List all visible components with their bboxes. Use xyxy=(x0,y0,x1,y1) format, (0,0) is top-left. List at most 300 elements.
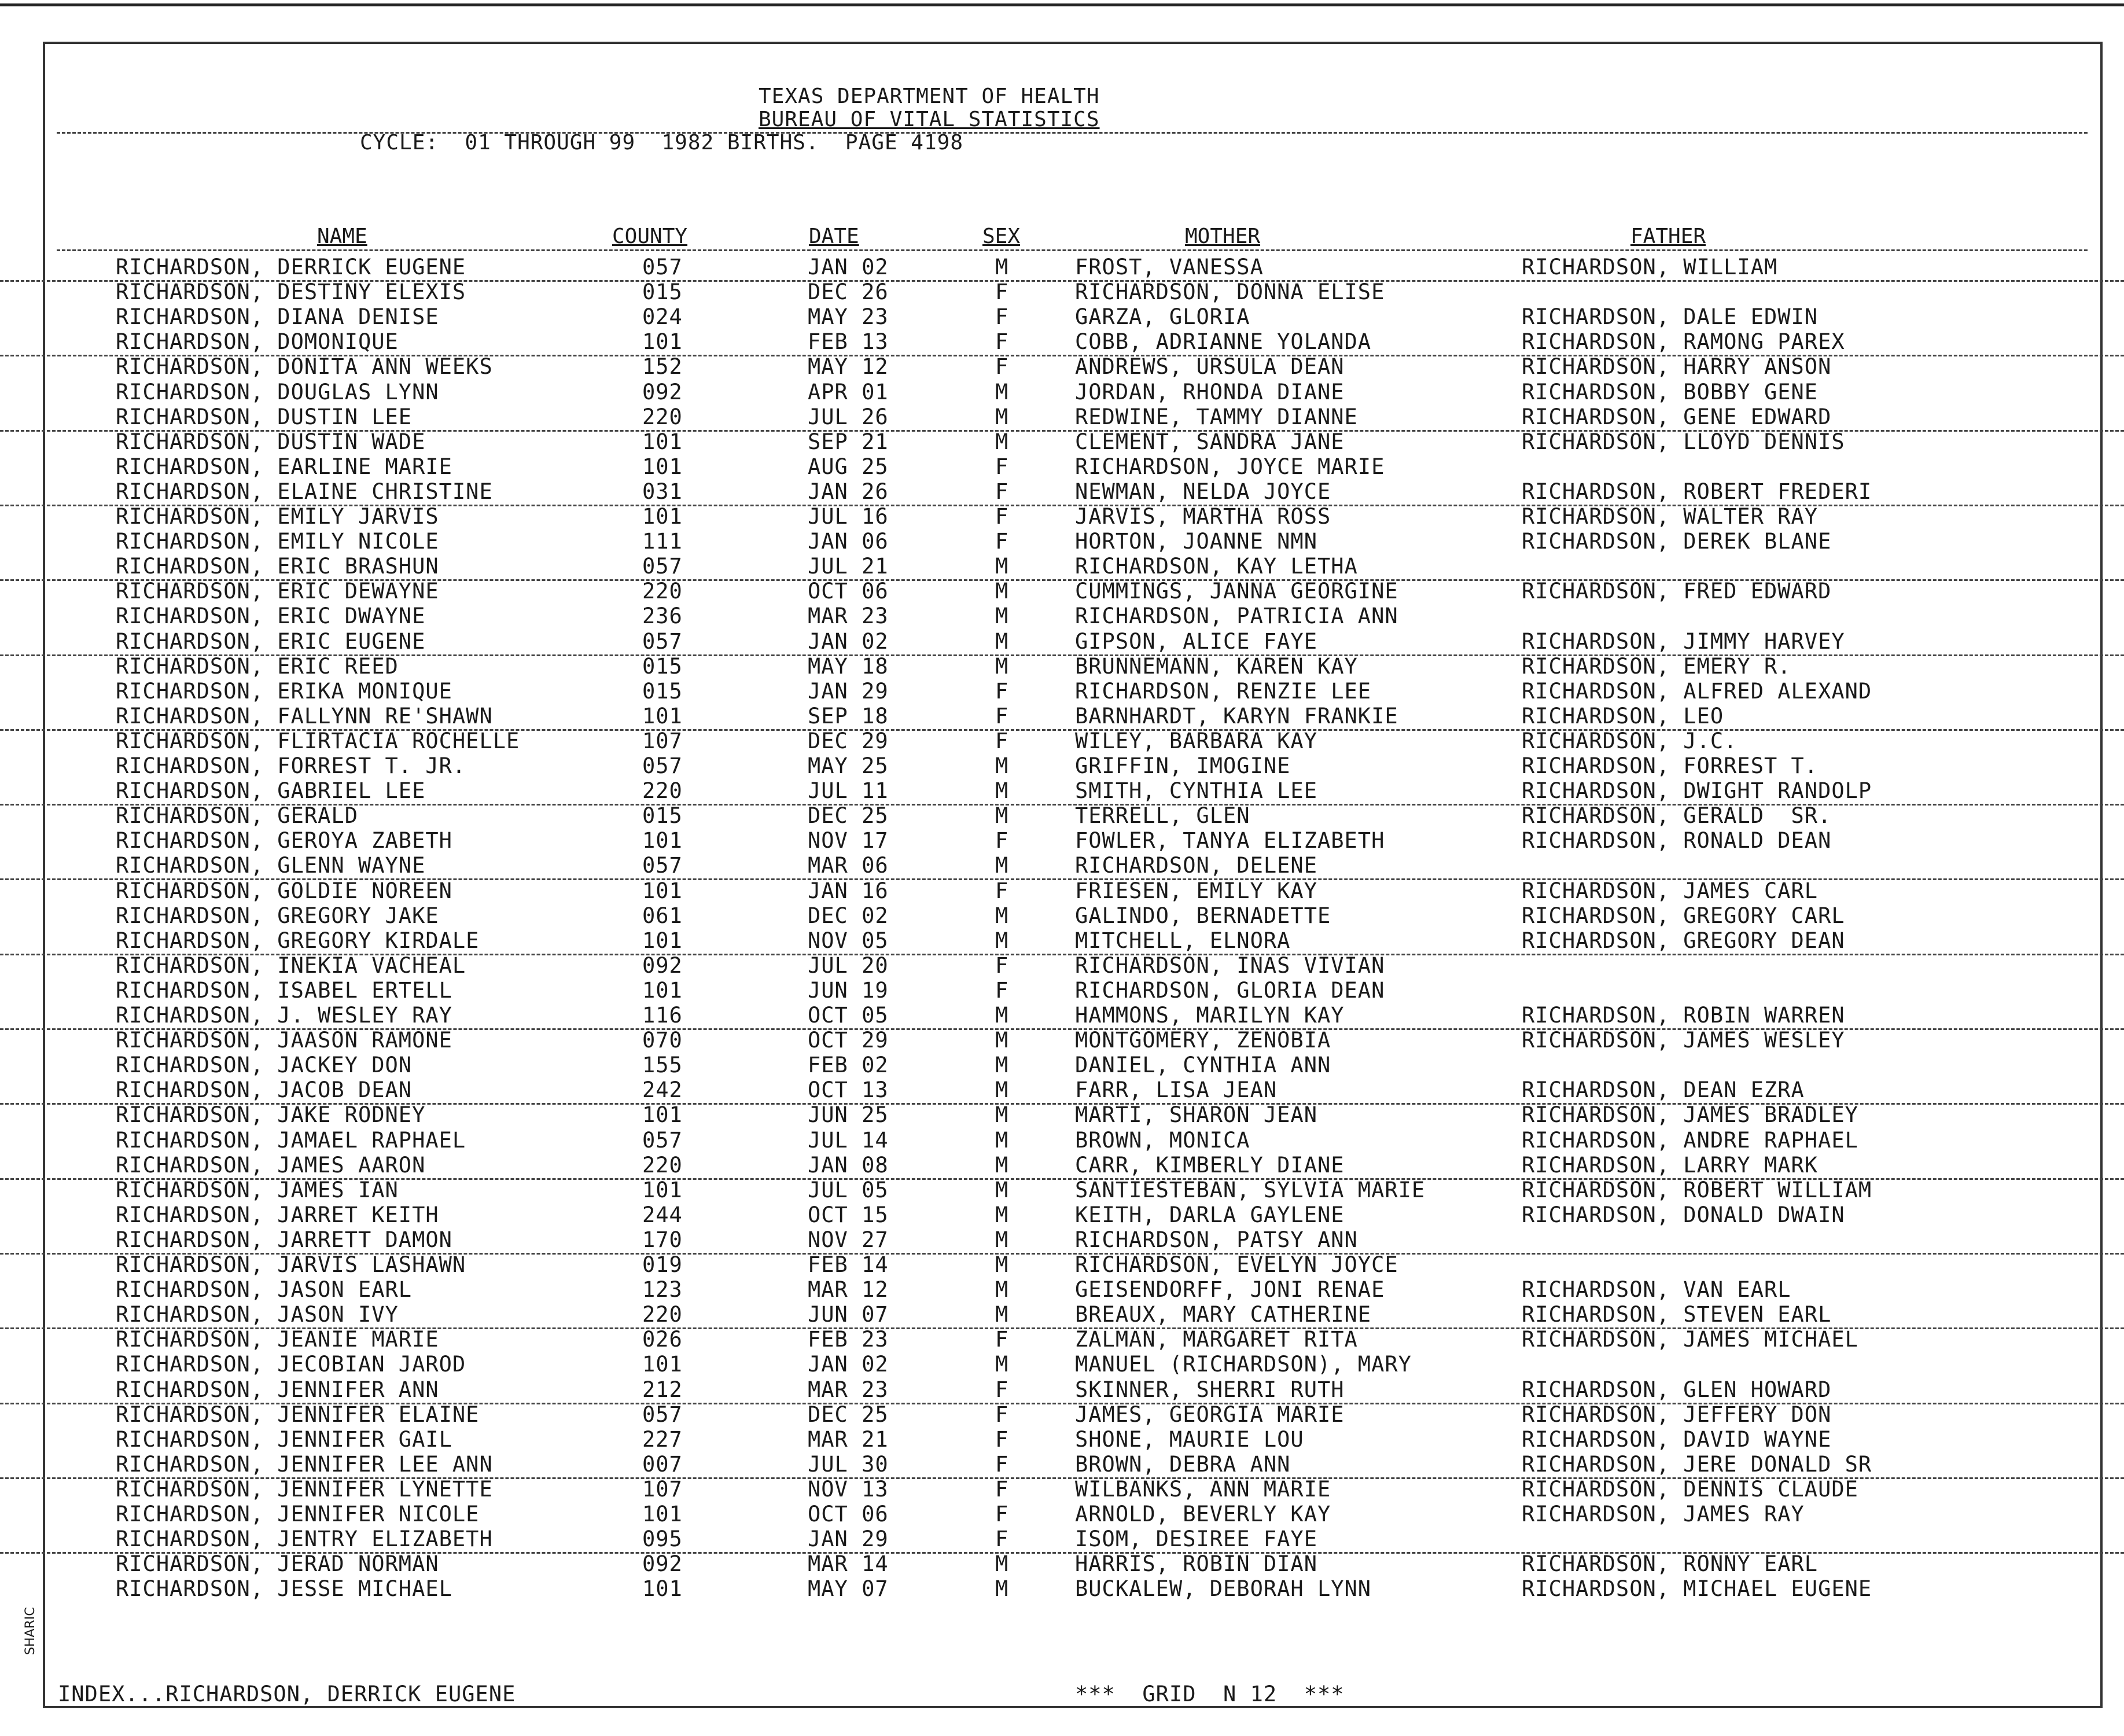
cell-date: MAY 12 xyxy=(808,354,889,380)
cell-name: RICHARDSON, JAMES AARON xyxy=(116,1152,426,1178)
cell-father: RICHARDSON, GREGORY CARL xyxy=(1522,903,1845,928)
cell-date: NOV 13 xyxy=(808,1476,889,1502)
table-row xyxy=(0,853,2124,880)
cell-date: DEC 26 xyxy=(808,279,889,305)
cell-sex: M xyxy=(995,1077,1009,1103)
cell-name: RICHARDSON, JERAD NORMAN xyxy=(116,1551,439,1577)
cell-mother: BUCKALEW, DEBORAH LYNN xyxy=(1075,1576,1372,1602)
cell-mother: SMITH, CYNTHIA LEE xyxy=(1075,778,1317,804)
cell-father: RICHARDSON, RAMONG PAREX xyxy=(1522,329,1845,355)
cell-mother: FROST, VANESSA xyxy=(1075,255,1264,279)
cell-name: RICHARDSON, JARRET KEITH xyxy=(116,1202,439,1227)
cell-sex: M xyxy=(995,903,1009,928)
cell-sex: F xyxy=(995,977,1009,1003)
cell-county: 057 xyxy=(642,1402,683,1427)
cell-county: 101 xyxy=(642,1177,683,1202)
cell-sex: F xyxy=(995,1502,1009,1527)
cell-sex: M xyxy=(995,1551,1009,1577)
cell-date: FEB 23 xyxy=(808,1327,889,1352)
cell-county: 101 xyxy=(642,977,683,1003)
cell-county: 057 xyxy=(642,853,683,878)
cell-name: RICHARDSON, FALLYNN RE'SHAWN xyxy=(116,703,493,729)
cell-father: RICHARDSON, DWIGHT RANDOLP xyxy=(1522,778,1872,804)
header-bureau: BUREAU OF VITAL STATISTICS xyxy=(759,108,1100,131)
table-row xyxy=(0,1153,2124,1180)
cell-sex: M xyxy=(995,604,1009,629)
cell-name: RICHARDSON, DONITA ANN WEEKS xyxy=(116,354,493,380)
cell-sex: F xyxy=(995,1402,1009,1427)
cell-county: 220 xyxy=(642,1302,683,1327)
cell-name: RICHARDSON, ERIC EUGENE xyxy=(116,628,426,654)
cell-date: JAN 26 xyxy=(808,479,889,504)
cell-county: 123 xyxy=(642,1277,683,1303)
cell-date: NOV 27 xyxy=(808,1227,889,1252)
cell-date: SEP 18 xyxy=(808,703,889,729)
cell-sex: M xyxy=(995,1127,1009,1153)
table-row xyxy=(0,429,2124,455)
cell-county: 111 xyxy=(642,529,683,554)
table-row xyxy=(0,304,2124,330)
cell-mother: MITCHELL, ELNORA xyxy=(1075,928,1291,953)
cell-name: RICHARDSON, JENNIFER GAIL xyxy=(116,1426,452,1452)
cell-mother: KEITH, DARLA GAYLENE xyxy=(1075,1202,1345,1227)
cell-sex: M xyxy=(995,1152,1009,1178)
cell-date: JUN 19 xyxy=(808,977,889,1003)
cell-name: RICHARDSON, INEKIA VACHEAL xyxy=(116,952,466,978)
cell-county: 026 xyxy=(642,1327,683,1352)
cell-date: JUL 26 xyxy=(808,404,889,429)
cell-father: RICHARDSON, GLEN HOWARD xyxy=(1522,1377,1832,1402)
cell-county: 101 xyxy=(642,928,683,953)
cell-mother: RICHARDSON, DONNA ELISE xyxy=(1075,279,1385,305)
cell-date: DEC 25 xyxy=(808,1402,889,1427)
column-header-rule xyxy=(57,249,2088,251)
cell-father: RICHARDSON, HARRY ANSON xyxy=(1522,354,1832,380)
cell-date: OCT 05 xyxy=(808,1003,889,1028)
cell-sex: M xyxy=(995,404,1009,429)
table-row xyxy=(0,1551,2124,1577)
cell-father: RICHARDSON, JAMES BRADLEY xyxy=(1522,1102,1858,1128)
cell-father: RICHARDSON, ANDRE RAPHAEL xyxy=(1522,1127,1858,1153)
column-header-mother: MOTHER xyxy=(1185,225,1261,248)
cell-sex: M xyxy=(995,853,1009,878)
cell-mother: SANTIESTEBAN, SYLVIA MARIE xyxy=(1075,1177,1426,1202)
table-row xyxy=(0,903,2124,929)
cell-county: 152 xyxy=(642,354,683,380)
cell-father: RICHARDSON, GENE EDWARD xyxy=(1522,404,1832,429)
cell-mother: COBB, ADRIANNE YOLANDA xyxy=(1075,329,1372,355)
table-row xyxy=(0,1576,2124,1602)
cell-father: RICHARDSON, WALTER RAY xyxy=(1522,504,1819,529)
cell-mother: MANUEL (RICHARDSON), MARY xyxy=(1075,1352,1412,1377)
top-border-line xyxy=(0,3,2124,6)
footer-grid: *** GRID N 12 *** xyxy=(1075,1682,1345,1706)
table-row xyxy=(0,1302,2124,1329)
cell-date: MAY 18 xyxy=(808,653,889,679)
cell-name: RICHARDSON, GLENN WAYNE xyxy=(116,853,426,878)
cell-county: 057 xyxy=(642,1127,683,1153)
table-row xyxy=(0,1277,2124,1303)
cell-name: RICHARDSON, JAKE RODNEY xyxy=(116,1102,426,1128)
table-row xyxy=(0,1077,2124,1105)
cell-sex: F xyxy=(995,1377,1009,1402)
cell-name: RICHARDSON, GEROYA ZABETH xyxy=(116,828,452,854)
cell-mother: ZALMAN, MARGARET RITA xyxy=(1075,1327,1358,1352)
table-row xyxy=(0,1202,2124,1228)
cell-father: RICHARDSON, WILLIAM xyxy=(1522,255,1778,279)
cell-mother: ANDREWS, URSULA DEAN xyxy=(1075,354,1345,380)
cell-date: MAR 23 xyxy=(808,1377,889,1402)
cell-mother: FOWLER, TANYA ELIZABETH xyxy=(1075,828,1385,854)
table-row xyxy=(0,504,2124,529)
cell-father: RICHARDSON, ROBERT FREDERI xyxy=(1522,479,1872,504)
cell-mother: RICHARDSON, DELENE xyxy=(1075,853,1317,878)
column-header-date: DATE xyxy=(809,225,859,248)
cell-county: 031 xyxy=(642,479,683,504)
header-cycle: CYCLE: 01 THROUGH 99 1982 BIRTHS. PAGE 4198 xyxy=(360,131,963,155)
cell-date: FEB 14 xyxy=(808,1252,889,1277)
column-header-county: COUNTY xyxy=(612,225,688,248)
table-row xyxy=(0,380,2124,405)
cell-county: 220 xyxy=(642,1152,683,1178)
table-row xyxy=(0,479,2124,506)
table-row xyxy=(0,1252,2124,1278)
cell-father: RICHARDSON, GREGORY DEAN xyxy=(1522,928,1845,953)
cell-name: RICHARDSON, GREGORY KIRDALE xyxy=(116,928,480,953)
cell-sex: M xyxy=(995,429,1009,454)
cell-sex: F xyxy=(995,878,1009,903)
cell-father: RICHARDSON, DEAN EZRA xyxy=(1522,1077,1805,1103)
cell-sex: M xyxy=(995,1252,1009,1277)
cell-mother: ISOM, DESIREE FAYE xyxy=(1075,1527,1317,1552)
table-row xyxy=(0,579,2124,604)
cell-name: RICHARDSON, JAASON RAMONE xyxy=(116,1028,452,1053)
cell-name: RICHARDSON, DUSTIN WADE xyxy=(116,429,426,454)
cell-name: RICHARDSON, FORREST T. JR. xyxy=(116,753,466,778)
cell-county: 220 xyxy=(642,404,683,429)
cell-mother: CUMMINGS, JANNA GEORGINE xyxy=(1075,579,1398,604)
cell-father: RICHARDSON, DONALD DWAIN xyxy=(1522,1202,1845,1227)
cell-mother: REDWINE, TAMMY DIANNE xyxy=(1075,404,1358,429)
table-row xyxy=(0,1003,2124,1030)
cell-sex: M xyxy=(995,1576,1009,1602)
cell-mother: GRIFFIN, IMOGINE xyxy=(1075,753,1291,778)
cell-name: RICHARDSON, DESTINY ELEXIS xyxy=(116,279,466,305)
table-row xyxy=(0,554,2124,581)
cell-name: RICHARDSON, DUSTIN LEE xyxy=(116,404,413,429)
cell-mother: TERRELL, GLEN xyxy=(1075,803,1250,829)
cell-name: RICHARDSON, JEANIE MARIE xyxy=(116,1327,439,1352)
cell-father: RICHARDSON, JEFFERY DON xyxy=(1522,1402,1832,1427)
cell-mother: MONTGOMERY, ZENOBIA xyxy=(1075,1028,1331,1053)
cell-name: RICHARDSON, GERALD xyxy=(116,803,358,829)
cell-sex: F xyxy=(995,703,1009,729)
cell-date: DEC 02 xyxy=(808,903,889,928)
cell-sex: M xyxy=(995,1227,1009,1252)
cell-father: RICHARDSON, VAN EARL xyxy=(1522,1277,1791,1303)
cell-father: RICHARDSON, JAMES CARL xyxy=(1522,878,1819,903)
cell-mother: WILEY, BARBARA KAY xyxy=(1075,728,1317,753)
cell-sex: M xyxy=(995,1053,1009,1078)
cell-mother: GEISENDORFF, JONI RENAE xyxy=(1075,1277,1385,1303)
cell-mother: GALINDO, BERNADETTE xyxy=(1075,903,1331,928)
cell-name: RICHARDSON, GABRIEL LEE xyxy=(116,778,426,804)
cell-sex: M xyxy=(995,778,1009,804)
header-department: TEXAS DEPARTMENT OF HEALTH xyxy=(759,84,1100,108)
cell-father: RICHARDSON, FORREST T. xyxy=(1522,753,1819,778)
cell-mother: ARNOLD, BEVERLY KAY xyxy=(1075,1502,1331,1527)
table-row xyxy=(0,604,2124,629)
cell-county: 101 xyxy=(642,878,683,903)
table-row xyxy=(0,878,2124,904)
cell-name: RICHARDSON, JAMAEL RAPHAEL xyxy=(116,1127,466,1153)
cell-father: RICHARDSON, STEVEN EARL xyxy=(1522,1302,1832,1327)
cell-mother: BREAUX, MARY CATHERINE xyxy=(1075,1302,1372,1327)
cell-sex: F xyxy=(995,1451,1009,1477)
cell-date: AUG 25 xyxy=(808,454,889,479)
cell-father: RICHARDSON, RONNY EARL xyxy=(1522,1551,1819,1577)
cell-mother: RICHARDSON, EVELYN JOYCE xyxy=(1075,1252,1398,1277)
cell-mother: RICHARDSON, RENZIE LEE xyxy=(1075,678,1372,704)
cell-county: 101 xyxy=(642,828,683,854)
cell-county: 092 xyxy=(642,1551,683,1577)
cell-date: JUN 25 xyxy=(808,1102,889,1128)
cell-sex: F xyxy=(995,479,1009,504)
cell-date: FEB 13 xyxy=(808,329,889,355)
cell-date: NOV 05 xyxy=(808,928,889,953)
cell-county: 015 xyxy=(642,653,683,679)
cell-date: JAN 08 xyxy=(808,1152,889,1178)
cell-mother: RICHARDSON, PATRICIA ANN xyxy=(1075,604,1398,629)
cell-county: 101 xyxy=(642,454,683,479)
cell-county: 220 xyxy=(642,778,683,804)
cell-father: RICHARDSON, JAMES WESLEY xyxy=(1522,1028,1845,1053)
cell-name: RICHARDSON, ERIKA MONIQUE xyxy=(116,678,452,704)
table-row xyxy=(0,529,2124,554)
cell-name: RICHARDSON, JENNIFER LYNETTE xyxy=(116,1476,493,1502)
cell-mother: HORTON, JOANNE NMN xyxy=(1075,529,1317,554)
cell-sex: M xyxy=(995,1352,1009,1377)
cell-name: RICHARDSON, JACKEY DON xyxy=(116,1053,413,1078)
cell-county: 057 xyxy=(642,753,683,778)
cell-date: JAN 16 xyxy=(808,878,889,903)
cell-name: RICHARDSON, ERIC REED xyxy=(116,653,399,679)
cell-father: RICHARDSON, ROBERT WILLIAM xyxy=(1522,1177,1872,1202)
table-row xyxy=(0,753,2124,779)
cell-county: 057 xyxy=(642,554,683,579)
cell-sex: F xyxy=(995,678,1009,704)
cell-sex: F xyxy=(995,504,1009,529)
cell-sex: M xyxy=(995,753,1009,778)
cell-county: 015 xyxy=(642,678,683,704)
cell-name: RICHARDSON, DOMONIQUE xyxy=(116,329,399,355)
cell-date: JAN 06 xyxy=(808,529,889,554)
cell-date: JUL 11 xyxy=(808,778,889,804)
table-row xyxy=(0,454,2124,480)
cell-date: MAR 21 xyxy=(808,1426,889,1452)
table-row xyxy=(0,1402,2124,1428)
cell-county: 227 xyxy=(642,1426,683,1452)
cell-county: 092 xyxy=(642,952,683,978)
table-row xyxy=(0,1028,2124,1053)
cell-mother: GARZA, GLORIA xyxy=(1075,304,1250,330)
table-row xyxy=(0,654,2124,679)
cell-date: JAN 02 xyxy=(808,1352,889,1377)
cell-date: FEB 02 xyxy=(808,1053,889,1078)
cell-county: 101 xyxy=(642,429,683,454)
table-row xyxy=(0,803,2124,829)
cell-mother: NEWMAN, NELDA JOYCE xyxy=(1075,479,1331,504)
table-row xyxy=(0,1427,2124,1452)
cell-date: DEC 25 xyxy=(808,803,889,829)
cell-mother: HARRIS, ROBIN DIAN xyxy=(1075,1551,1317,1577)
table-row xyxy=(0,1053,2124,1078)
cell-date: JUL 05 xyxy=(808,1177,889,1202)
cell-father: RICHARDSON, EMERY R. xyxy=(1522,653,1791,679)
cell-date: JAN 02 xyxy=(808,628,889,654)
cell-county: 244 xyxy=(642,1202,683,1227)
cell-sex: F xyxy=(995,354,1009,380)
cell-name: RICHARDSON, EMILY JARVIS xyxy=(116,504,439,529)
cell-mother: GIPSON, ALICE FAYE xyxy=(1075,628,1317,654)
cell-sex: F xyxy=(995,952,1009,978)
cell-date: JUL 14 xyxy=(808,1127,889,1153)
cell-sex: M xyxy=(995,1302,1009,1327)
cell-county: 101 xyxy=(642,703,683,729)
cell-date: JUL 21 xyxy=(808,554,889,579)
table-row xyxy=(0,329,2124,356)
cell-sex: F xyxy=(995,454,1009,479)
table-row xyxy=(0,629,2124,656)
cell-name: RICHARDSON, JASON EARL xyxy=(116,1277,413,1303)
cell-date: JAN 02 xyxy=(808,255,889,279)
cell-father: RICHARDSON, JIMMY HARVEY xyxy=(1522,628,1845,654)
cell-date: JUL 30 xyxy=(808,1451,889,1477)
cell-mother: RICHARDSON, INAS VIVIAN xyxy=(1075,952,1385,978)
cell-mother: JAMES, GEORGIA MARIE xyxy=(1075,1402,1345,1427)
cell-name: RICHARDSON, GREGORY JAKE xyxy=(116,903,439,928)
cell-father: RICHARDSON, MICHAEL EUGENE xyxy=(1522,1576,1872,1602)
cell-county: 057 xyxy=(642,628,683,654)
cell-father: RICHARDSON, LLOYD DENNIS xyxy=(1522,429,1845,454)
cell-father: RICHARDSON, JAMES RAY xyxy=(1522,1502,1805,1527)
cell-name: RICHARDSON, JESSE MICHAEL xyxy=(116,1576,452,1602)
cell-name: RICHARDSON, FLIRTACIA ROCHELLE xyxy=(116,728,520,753)
cell-county: 095 xyxy=(642,1527,683,1552)
cell-name: RICHARDSON, EMILY NICOLE xyxy=(116,529,439,554)
cell-name: RICHARDSON, JECOBIAN JAROD xyxy=(116,1352,466,1377)
table-row xyxy=(0,1502,2124,1527)
cell-sex: F xyxy=(995,304,1009,330)
cell-sex: M xyxy=(995,1028,1009,1053)
cell-name: RICHARDSON, ERIC BRASHUN xyxy=(116,554,439,579)
cell-date: MAR 23 xyxy=(808,604,889,629)
cell-county: 107 xyxy=(642,728,683,753)
cell-mother: FARR, LISA JEAN xyxy=(1075,1077,1278,1103)
cell-father: RICHARDSON, BOBBY GENE xyxy=(1522,379,1819,404)
cell-father: RICHARDSON, RONALD DEAN xyxy=(1522,828,1832,854)
cell-father: RICHARDSON, J.C. xyxy=(1522,728,1738,753)
cell-sex: M xyxy=(995,1202,1009,1227)
table-row xyxy=(0,978,2124,1003)
cell-father: RICHARDSON, FRED EDWARD xyxy=(1522,579,1832,604)
cell-date: OCT 15 xyxy=(808,1202,889,1227)
cell-mother: JORDAN, RHONDA DIANE xyxy=(1075,379,1345,404)
cell-sex: M xyxy=(995,579,1009,604)
cell-county: 236 xyxy=(642,604,683,629)
table-row xyxy=(0,1327,2124,1352)
cell-county: 107 xyxy=(642,1476,683,1502)
cell-date: APR 01 xyxy=(808,379,889,404)
table-row xyxy=(0,928,2124,955)
table-row xyxy=(0,778,2124,806)
cell-father: RICHARDSON, ALFRED ALEXAND xyxy=(1522,678,1872,704)
cell-name: RICHARDSON, ERIC DEWAYNE xyxy=(116,579,439,604)
cell-sex: F xyxy=(995,1527,1009,1552)
table-row xyxy=(0,1527,2124,1554)
cell-name: RICHARDSON, J. WESLEY RAY xyxy=(116,1003,452,1028)
cell-date: OCT 06 xyxy=(808,579,889,604)
cell-sex: M xyxy=(995,554,1009,579)
cell-name: RICHARDSON, GOLDIE NOREEN xyxy=(116,878,452,903)
cell-county: 101 xyxy=(642,504,683,529)
cell-father: RICHARDSON, JAMES MICHAEL xyxy=(1522,1327,1858,1352)
cell-sex: M xyxy=(995,255,1009,279)
cell-sex: F xyxy=(995,1476,1009,1502)
cell-date: JAN 29 xyxy=(808,678,889,704)
cell-sex: F xyxy=(995,1327,1009,1352)
cell-date: OCT 29 xyxy=(808,1028,889,1053)
cell-county: 116 xyxy=(642,1003,683,1028)
cell-sex: M xyxy=(995,379,1009,404)
cell-date: OCT 13 xyxy=(808,1077,889,1103)
cell-sex: F xyxy=(995,828,1009,854)
table-row xyxy=(0,1477,2124,1502)
table-row xyxy=(0,279,2124,305)
cell-sex: F xyxy=(995,329,1009,355)
cell-father: RICHARDSON, DALE EDWIN xyxy=(1522,304,1819,330)
cell-mother: BROWN, DEBRA ANN xyxy=(1075,1451,1291,1477)
cell-sex: M xyxy=(995,928,1009,953)
cell-father: RICHARDSON, DEREK BLANE xyxy=(1522,529,1832,554)
cell-name: RICHARDSON, JENNIFER NICOLE xyxy=(116,1502,480,1527)
cell-name: RICHARDSON, JENTRY ELIZABETH xyxy=(116,1527,493,1552)
table-row xyxy=(0,729,2124,754)
cell-date: MAY 23 xyxy=(808,304,889,330)
cell-name: RICHARDSON, JENNIFER LEE ANN xyxy=(116,1451,493,1477)
cell-mother: SKINNER, SHERRI RUTH xyxy=(1075,1377,1345,1402)
cell-date: SEP 21 xyxy=(808,429,889,454)
cell-father: RICHARDSON, ROBIN WARREN xyxy=(1522,1003,1845,1028)
cell-name: RICHARDSON, EARLINE MARIE xyxy=(116,454,452,479)
table-row xyxy=(0,1227,2124,1255)
cell-name: RICHARDSON, JASON IVY xyxy=(116,1302,399,1327)
cell-date: MAR 14 xyxy=(808,1551,889,1577)
cell-date: OCT 06 xyxy=(808,1502,889,1527)
table-row xyxy=(0,679,2124,704)
cell-county: 101 xyxy=(642,329,683,355)
cell-sex: F xyxy=(995,728,1009,753)
cell-mother: RICHARDSON, JOYCE MARIE xyxy=(1075,454,1385,479)
cell-father: RICHARDSON, LARRY MARK xyxy=(1522,1152,1819,1178)
cell-mother: MARTI, SHARON JEAN xyxy=(1075,1102,1317,1128)
cell-name: RICHARDSON, DIANA DENISE xyxy=(116,304,439,330)
cell-father: RICHARDSON, GERALD SR. xyxy=(1522,803,1832,829)
cell-mother: RICHARDSON, GLORIA DEAN xyxy=(1075,977,1385,1003)
cell-mother: BRUNNEMANN, KAREN KAY xyxy=(1075,653,1358,679)
cell-mother: SHONE, MAURIE LOU xyxy=(1075,1426,1304,1452)
column-header-name: NAME xyxy=(317,225,367,248)
